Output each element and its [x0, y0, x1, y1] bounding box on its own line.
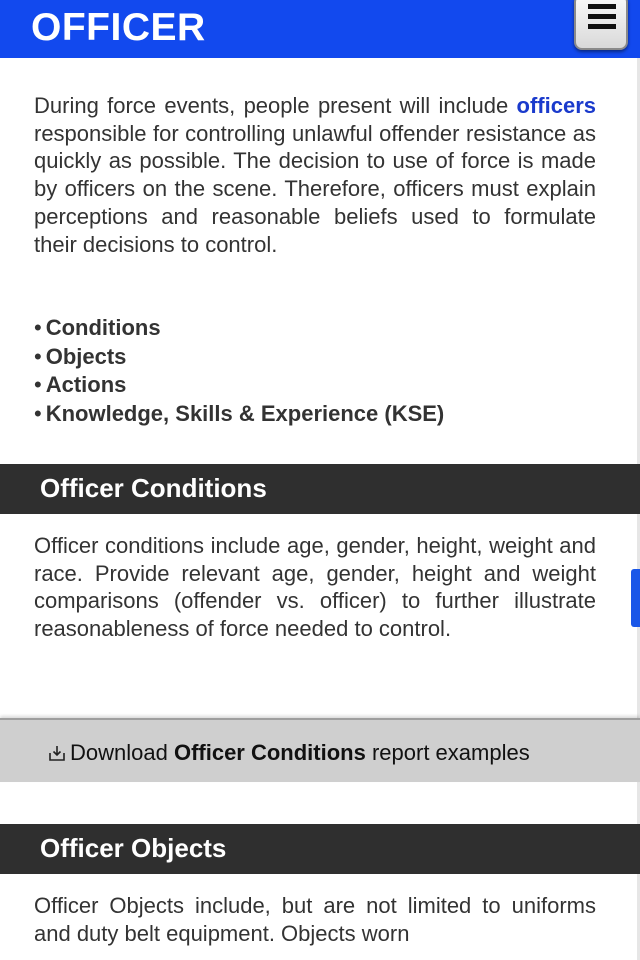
scrollbar-thumb[interactable] [631, 569, 640, 627]
download-suffix: report examples [365, 740, 530, 765]
intro-paragraph [34, 92, 596, 258]
list-item: • Objects [34, 343, 127, 369]
officers-link[interactable]: officers [516, 93, 596, 118]
list-item-label: Actions [45, 372, 127, 397]
section-header-officer-conditions [0, 464, 640, 514]
list-item: • Actions [34, 372, 127, 397]
app-header [0, 0, 640, 58]
download-prefix: Download [70, 740, 174, 765]
intro-rest: responsible for controlling unlawful offender resistance as quickly as possible. The decision to use of force is made by officers on the scene. Therefore, officers must explain perceptions and reasonable beliefs used to formulate their decisions to control. [34, 120, 596, 257]
topic-list [34, 314, 444, 428]
list-item: • Conditions [34, 315, 161, 340]
list-item-label: Knowledge, Skills & Experience (KSE) [45, 400, 445, 426]
hamburger-menu-icon-bar [588, 14, 616, 19]
download-officer-conditions-button[interactable] [0, 718, 640, 782]
list-item-label: Conditions [45, 315, 161, 340]
download-icon [48, 744, 66, 762]
officer-conditions-paragraph: Officer conditions include age, gender, height, weight and race. Provide relevant age, gender, height and weight comparisons (offender vs. officer) to further illustrate reasonableness of force needed to control. [34, 533, 596, 642]
page-title: OFFICER [31, 6, 206, 49]
section-title: Officer Conditions [40, 473, 267, 503]
officer-objects-paragraph: Officer Objects include, but are not limited to uniforms and duty belt equipment. Objects worn [34, 893, 596, 946]
section-title: Officer Objects [40, 833, 227, 863]
menu-button[interactable] [574, 0, 628, 50]
download-bold: Officer Conditions [173, 740, 366, 765]
download-label [48, 739, 530, 767]
list-item: • Knowledge, Skills & Experience (KSE) [34, 400, 445, 426]
intro-lead: During force events, people present will include [34, 93, 517, 118]
section-header-officer-objects [0, 824, 640, 874]
list-item-label: Objects [45, 343, 127, 369]
hamburger-menu-icon-bar [588, 24, 616, 29]
hamburger-menu-icon [588, 4, 616, 9]
